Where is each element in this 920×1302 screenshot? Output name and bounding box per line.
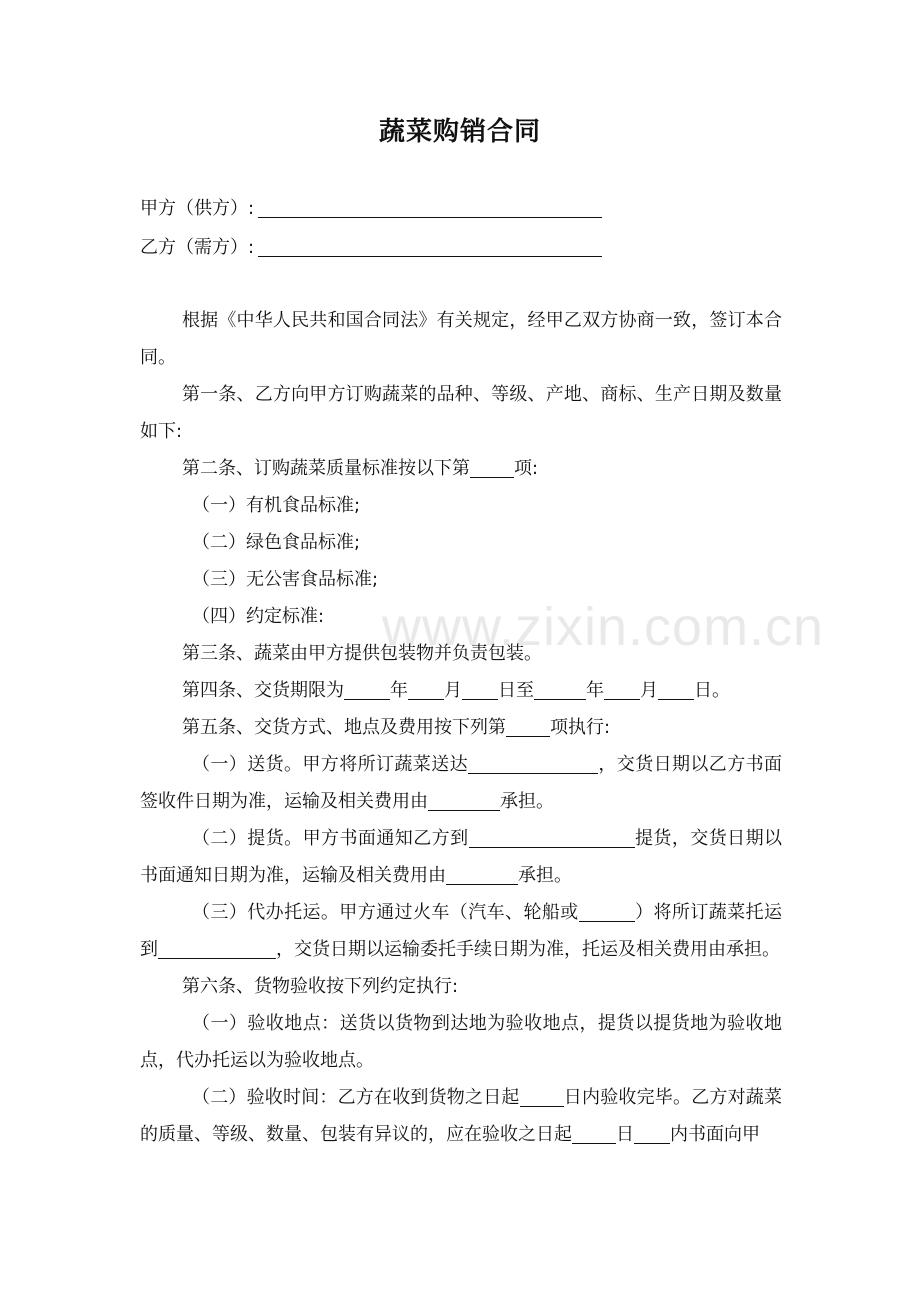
document-title: 蔬菜购销合同 [378, 117, 541, 147]
pickup-place-blank [469, 827, 635, 848]
objection-days-blank [572, 1123, 616, 1144]
pickup-text: （二）提货。甲方书面通知乙方到 [192, 828, 469, 849]
article-2-text: 第二条、订购蔬菜质量标准按以下第 [182, 458, 470, 479]
delivery-text-3: 承担。 [500, 791, 554, 812]
delivery-cost-blank [428, 790, 500, 811]
watermark: www.zixin.com.cn [382, 597, 825, 657]
month-blank-2 [604, 679, 640, 700]
consignment-vehicle-blank [579, 901, 635, 922]
consignment-text-3: ，交货日期以运输委托手续日期为准，托运及相关费用由承担。 [276, 939, 780, 960]
consignment-place-blank [158, 938, 276, 959]
inspection-text-2: 日内验收完毕。乙方对蔬菜的质量、等级、数量、包装有异议的，应在验收之日起 [140, 1087, 783, 1145]
article-1: 第一条、乙方向甲方订购蔬菜的品种、等级、产地、商标、生产日期及数量如下: [140, 384, 782, 442]
intro-paragraph: 根据《中华人民共和国合同法》有关规定，经甲乙双方协商一致，签订本合同。 [140, 310, 782, 368]
party-a-line [140, 196, 602, 222]
article-4-text: 第四条、交货期限为 [182, 680, 344, 701]
party-b-line [140, 235, 602, 261]
day-blank-2 [658, 679, 694, 700]
article-5-blank [506, 716, 550, 737]
article-2-blank [470, 457, 514, 478]
article-2-option-1: （一）有机食品标准; [192, 495, 361, 516]
consignment-text-2: ）将所订蔬菜托运到 [140, 902, 782, 960]
article-5-suffix: 项执行: [550, 717, 611, 738]
month-label: 月 [444, 680, 462, 701]
article-4 [140, 672, 782, 709]
party-b-label: 乙方（需方）: [140, 237, 255, 258]
year-blank-2 [534, 679, 586, 700]
article-2-option-2: （二）绿色食品标准; [192, 532, 361, 553]
year-label-2: 年 [586, 680, 604, 701]
article-2-suffix: 项: [514, 458, 539, 479]
article-6-time [140, 1079, 782, 1153]
pickup-text-2: 提货，交货日期以书面通知日期为准，运输及相关费用由 [140, 828, 783, 886]
article-2-option-4: （四）约定标准: [192, 606, 325, 627]
party-a-label: 甲方（供方）: [140, 198, 255, 219]
delivery-text-2: ，交货日期以乙方书面签收件日期为准，运输及相关费用由 [140, 754, 782, 812]
party-a-blank [258, 197, 602, 218]
article-3: 第三条、蔬菜由甲方提供包装物并负责包装。 [182, 643, 542, 664]
day-blank [462, 679, 498, 700]
article-6-location: （一）验收地点：送货以货物到达地为验收地点，提货以提货地为验收地点，代办托运以为验收地点。 [140, 1013, 782, 1071]
contract-body [140, 302, 782, 1153]
delivery-text: （一）送货。甲方将所订蔬菜送达 [192, 754, 468, 775]
inspection-text-4: 内书面向甲 [670, 1124, 760, 1145]
inspection-text-3: 日 [616, 1124, 634, 1145]
objection-blank-2 [634, 1123, 670, 1144]
pickup-cost-blank [446, 864, 518, 885]
article-5-consignment [140, 894, 782, 968]
day-end-label: 日。 [694, 680, 730, 701]
article-5 [140, 709, 782, 746]
month-blank [408, 679, 444, 700]
article-5-text: 第五条、交货方式、地点及费用按下列第 [182, 717, 506, 738]
pickup-text-3: 承担。 [518, 865, 572, 886]
month-label-2: 月 [640, 680, 658, 701]
year-blank [344, 679, 390, 700]
inspection-text: （二）验收时间：乙方在收到货物之日起 [192, 1087, 520, 1108]
day-to-label: 日至 [498, 680, 534, 701]
article-5-pickup [140, 820, 782, 894]
consignment-text: （三）代办托运。甲方通过火车（汽车、轮船或 [192, 902, 579, 923]
article-6: 第六条、货物验收按下列约定执行: [182, 976, 459, 997]
year-label: 年 [390, 680, 408, 701]
article-2 [140, 450, 782, 487]
inspection-days-blank [520, 1086, 564, 1107]
article-5-delivery [140, 746, 782, 820]
article-2-option-3: （三）无公害食品标准; [192, 569, 379, 590]
party-b-blank [258, 236, 602, 257]
delivery-place-blank [468, 753, 598, 774]
